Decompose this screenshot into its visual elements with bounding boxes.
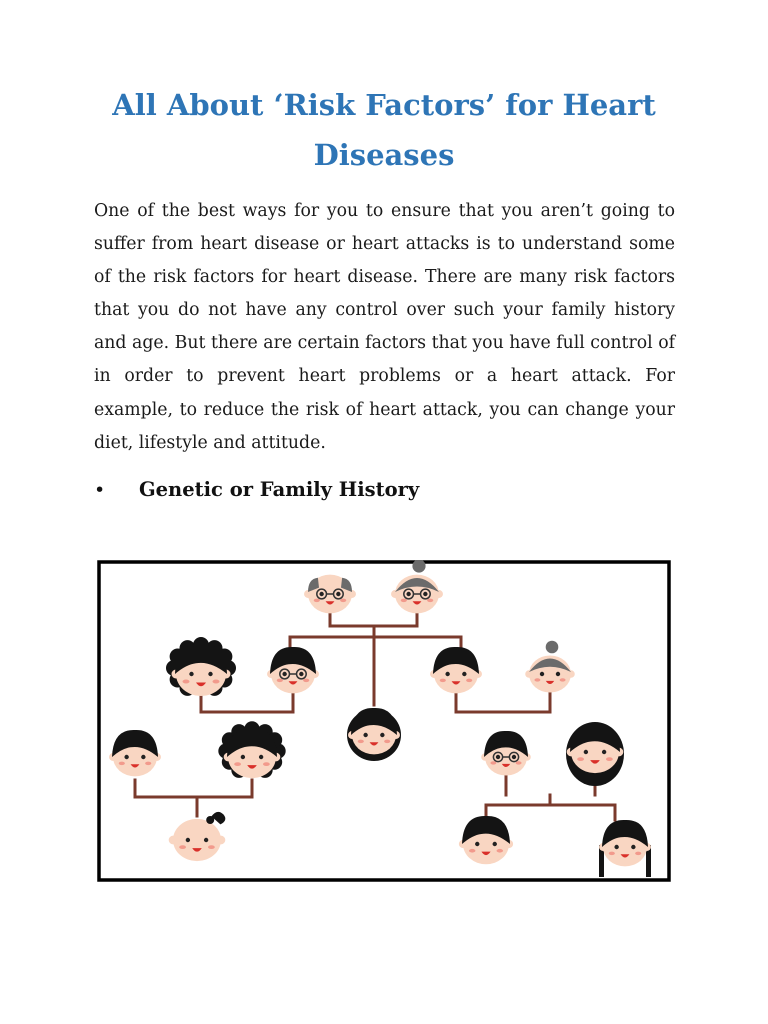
bullet-item [94,474,674,506]
family-tree-illustration [97,560,671,882]
mother-right-face [566,722,624,786]
bullet-heading: Genetic or Family History [139,478,420,501]
family-tree-figure [97,560,671,882]
bullet-icon: • [94,479,106,501]
page-title: All About ‘Risk Factors’ for Heart Diseases [112,88,656,172]
intro-paragraph: One of the best ways for you to ensure that you aren’t going to suffer from heart disease or heart attacks is to understand some of the risk factors for heart disease. There are many risk factors that you do not have any control over such your family history and age. But there are certain factors that you have full control of in order to prevent heart problems or a heart attack. For example, to reduce the risk of heart attack, you can change your diet, lifestyle and attitude. [94,201,675,453]
